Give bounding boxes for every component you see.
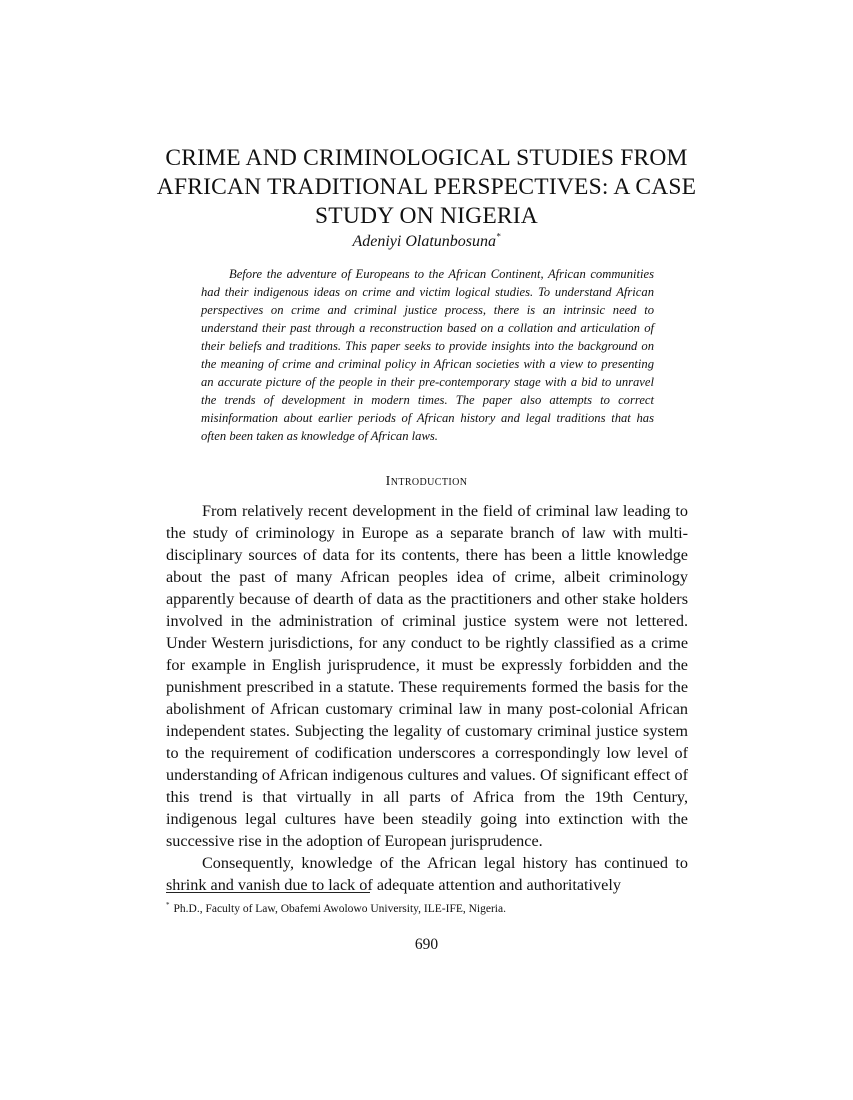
footnote-text: Ph.D., Faculty of Law, Obafemi Awolowo University, ILE-IFE, Nigeria.	[173, 903, 506, 915]
article-title: CRIME AND CRIMINOLOGICAL STUDIES FROM AFRICAN TRADITIONAL PERSPECTIVES: A CASE STUDY ON NIGERIA	[156, 145, 697, 229]
page-number: 690	[414, 936, 439, 953]
section-body	[166, 500, 688, 896]
author-footnote-mark: *	[496, 231, 501, 242]
footnote	[166, 902, 688, 917]
article-abstract: Before the adventure of Europeans to the African Continent, African communities had their indigenous ideas on crime and victim logical studies. To understand African perspectives on crime and criminal justice process, there is an intrinsic need to understand their past through a reconstruction based on a collation and articulation of their beliefs and traditions. This paper seeks to provide insights into the background on the meaning of crime and criminal policy in African societies with a view to presenting an accurate picture of the people in their pre-contemporary stage with a bid to unravel the trends of development in modern times. The paper also attempts to correct misinformation about earlier periods of African history and legal traditions that has often been taken as knowledge of African laws.	[201, 267, 654, 443]
section-heading-introduction: Introduction	[385, 474, 468, 489]
body-paragraph: Consequently, knowledge of the African legal history has continued to shrink and vanish due to lack of adequate attention and authoritatively	[166, 854, 688, 894]
article-author	[150, 232, 703, 252]
author-name: Adeniyi Olatunbosuna	[352, 233, 497, 250]
footnote-divider	[166, 892, 370, 893]
body-paragraph: From relatively recent development in the field of criminal law leading to the study of criminology in Europe as a separate branch of law with multi-disciplinary sources of data for its contents, there has been a little knowledge about the past of many African peoples idea of crime, albeit criminology apparently because of dearth of data as the practitioners and other stake holders involved in the administration of criminal justice system were not lettered. Under Western jurisdictions, for any conduct to be rightly classified as a crime for example in English jurisprudence, it must be expressly forbidden and the punishment prescribed in a statute. These requirements formed the basis for the abolishment of African customary criminal law in many post-colonial African independent states. Subjecting the legality of customary criminal justice system to the requirement of codification underscores a correspondingly low level of understanding of African indigenous cultures and values. Of significant effect of this trend is that virtually in all parts of Africa from the 19th Century, indigenous legal cultures have been steadily going into extinction with the successive rise in the adoption of European jurisprudence.	[166, 502, 688, 850]
footnote-mark: *	[166, 901, 170, 910]
